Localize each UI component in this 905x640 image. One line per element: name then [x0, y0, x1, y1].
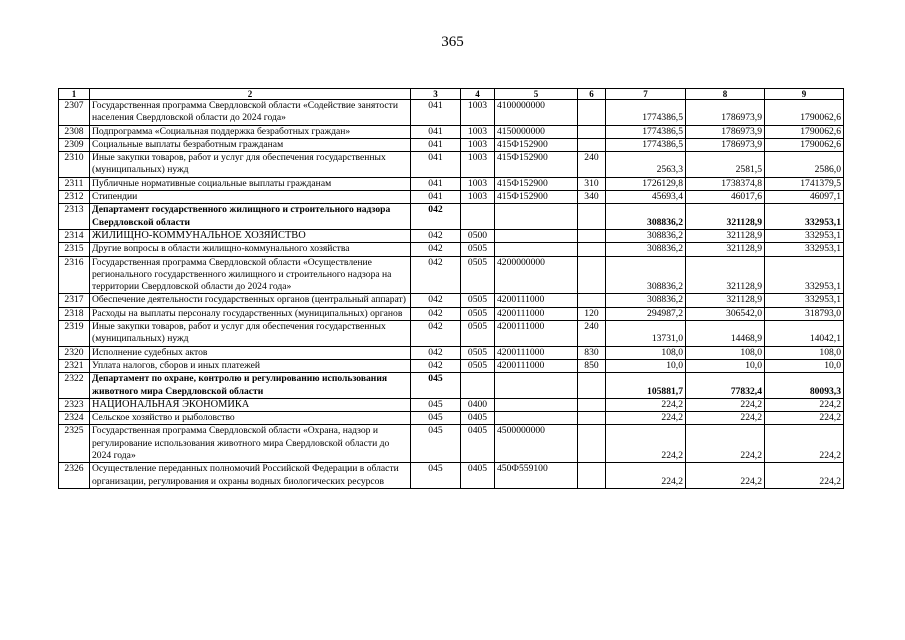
row-number: 2317	[59, 294, 90, 307]
expense-type-code	[578, 373, 606, 399]
budget-table	[58, 88, 844, 489]
expense-type-code	[578, 229, 606, 242]
row-number: 2315	[59, 243, 90, 256]
amount-year-2: 1786973,9	[686, 138, 765, 151]
column-header: 7	[606, 89, 686, 100]
amount-year-2: 14468,9	[686, 321, 765, 347]
ministry-code: 042	[411, 229, 461, 242]
column-header: 1	[59, 89, 90, 100]
ministry-code: 042	[411, 204, 461, 230]
amount-year-3: 318793,0	[765, 307, 844, 320]
row-number: 2313	[59, 204, 90, 230]
section-code: 1003	[461, 125, 495, 138]
amount-year-3: 224,2	[765, 425, 844, 463]
row-number: 2325	[59, 425, 90, 463]
row-name: Осуществление переданных полномочий Российской Федерации в области организации, регулирования и охраны водных биологических ресурсов	[90, 463, 411, 489]
section-code: 0505	[461, 243, 495, 256]
target-article-code: 4200111000	[495, 307, 578, 320]
section-code: 0405	[461, 463, 495, 489]
expense-type-code	[578, 243, 606, 256]
amount-year-3: 1790062,6	[765, 125, 844, 138]
amount-year-3: 332953,1	[765, 294, 844, 307]
amount-year-1: 1726129,8	[606, 177, 686, 190]
expense-type-code	[578, 256, 606, 294]
amount-year-1: 13731,0	[606, 321, 686, 347]
row-number: 2312	[59, 191, 90, 204]
section-code: 0405	[461, 412, 495, 425]
amount-year-1: 308836,2	[606, 229, 686, 242]
expense-type-code	[578, 294, 606, 307]
expense-type-code: 240	[578, 321, 606, 347]
amount-year-3: 332953,1	[765, 229, 844, 242]
expense-type-code: 240	[578, 152, 606, 178]
row-number: 2316	[59, 256, 90, 294]
row-number: 2321	[59, 359, 90, 372]
section-code: 0505	[461, 307, 495, 320]
target-article-code: 415Ф152900	[495, 138, 578, 151]
amount-year-2: 321128,9	[686, 294, 765, 307]
amount-year-3: 1741379,5	[765, 177, 844, 190]
amount-year-2: 224,2	[686, 412, 765, 425]
target-article-code: 4200111000	[495, 359, 578, 372]
amount-year-3: 10,0	[765, 359, 844, 372]
table-row	[59, 100, 844, 126]
amount-year-2: 77832,4	[686, 373, 765, 399]
ministry-code: 045	[411, 463, 461, 489]
amount-year-3: 224,2	[765, 398, 844, 411]
row-number: 2320	[59, 346, 90, 359]
column-header: 2	[90, 89, 411, 100]
table-header-row	[59, 89, 844, 100]
amount-year-2: 224,2	[686, 463, 765, 489]
expense-type-code	[578, 138, 606, 151]
row-name: Стипендии	[90, 191, 411, 204]
table-row	[59, 191, 844, 204]
amount-year-2: 224,2	[686, 398, 765, 411]
target-article-code	[495, 412, 578, 425]
target-article-code	[495, 398, 578, 411]
page-number: 365	[441, 34, 464, 50]
table-row	[59, 243, 844, 256]
row-number: 2326	[59, 463, 90, 489]
amount-year-1: 108,0	[606, 346, 686, 359]
target-article-code: 450Ф559100	[495, 463, 578, 489]
column-header: 9	[765, 89, 844, 100]
row-name: Подпрограмма «Социальная поддержка безработных граждан»	[90, 125, 411, 138]
ministry-code: 042	[411, 346, 461, 359]
amount-year-3: 2586,0	[765, 152, 844, 178]
target-article-code	[495, 373, 578, 399]
row-number: 2319	[59, 321, 90, 347]
amount-year-2: 321128,9	[686, 243, 765, 256]
expense-type-code: 830	[578, 346, 606, 359]
amount-year-3: 1790062,6	[765, 100, 844, 126]
amount-year-3: 224,2	[765, 412, 844, 425]
row-name: Департамент государственного жилищного и строительного надзора Свердловской области	[90, 204, 411, 230]
target-article-code: 415Ф152900	[495, 152, 578, 178]
amount-year-2: 1786973,9	[686, 125, 765, 138]
section-code: 0500	[461, 229, 495, 242]
table-row	[59, 152, 844, 178]
amount-year-2: 321128,9	[686, 204, 765, 230]
section-code: 0505	[461, 359, 495, 372]
section-code: 0505	[461, 321, 495, 347]
expense-type-code: 310	[578, 177, 606, 190]
expense-type-code	[578, 463, 606, 489]
target-article-code: 4500000000	[495, 425, 578, 463]
amount-year-1: 1774386,5	[606, 125, 686, 138]
amount-year-1: 308836,2	[606, 256, 686, 294]
row-name: Другие вопросы в области жилищно-коммунального хозяйства	[90, 243, 411, 256]
amount-year-1: 10,0	[606, 359, 686, 372]
table-row	[59, 359, 844, 372]
amount-year-3: 1790062,6	[765, 138, 844, 151]
amount-year-1: 308836,2	[606, 294, 686, 307]
table-row	[59, 204, 844, 230]
expense-type-code	[578, 425, 606, 463]
row-name: Сельское хозяйство и рыболовство	[90, 412, 411, 425]
target-article-code: 4200111000	[495, 294, 578, 307]
ministry-code: 042	[411, 321, 461, 347]
amount-year-3: 332953,1	[765, 204, 844, 230]
target-article-code: 4200000000	[495, 256, 578, 294]
amount-year-2: 1738374,8	[686, 177, 765, 190]
amount-year-3: 14042,1	[765, 321, 844, 347]
amount-year-2: 224,2	[686, 425, 765, 463]
ministry-code: 042	[411, 256, 461, 294]
section-code: 0505	[461, 346, 495, 359]
column-header: 6	[578, 89, 606, 100]
ministry-code: 045	[411, 373, 461, 399]
ministry-code: 041	[411, 152, 461, 178]
target-article-code	[495, 243, 578, 256]
expense-type-code: 850	[578, 359, 606, 372]
ministry-code: 045	[411, 412, 461, 425]
row-number: 2308	[59, 125, 90, 138]
row-number: 2310	[59, 152, 90, 178]
amount-year-1: 45693,4	[606, 191, 686, 204]
row-name: Обеспечение деятельности государственных органов (центральный аппарат)	[90, 294, 411, 307]
table-row	[59, 425, 844, 463]
ministry-code: 042	[411, 307, 461, 320]
expense-type-code: 120	[578, 307, 606, 320]
table-row	[59, 463, 844, 489]
amount-year-1: 224,2	[606, 398, 686, 411]
amount-year-3: 332953,1	[765, 256, 844, 294]
ministry-code: 042	[411, 243, 461, 256]
amount-year-2: 321128,9	[686, 256, 765, 294]
amount-year-3: 80093,3	[765, 373, 844, 399]
row-number: 2318	[59, 307, 90, 320]
row-name: Уплата налогов, сборов и иных платежей	[90, 359, 411, 372]
amount-year-2: 321128,9	[686, 229, 765, 242]
target-article-code: 415Ф152900	[495, 191, 578, 204]
expense-type-code	[578, 100, 606, 126]
amount-year-2: 10,0	[686, 359, 765, 372]
ministry-code: 042	[411, 294, 461, 307]
amount-year-3: 224,2	[765, 463, 844, 489]
amount-year-1: 308836,2	[606, 243, 686, 256]
expense-type-code	[578, 398, 606, 411]
table-row	[59, 229, 844, 242]
amount-year-1: 2563,3	[606, 152, 686, 178]
row-name: Иные закупки товаров, работ и услуг для обеспечения государственных (муниципальных) нужд	[90, 152, 411, 178]
row-number: 2309	[59, 138, 90, 151]
row-number: 2323	[59, 398, 90, 411]
amount-year-2: 46017,6	[686, 191, 765, 204]
amount-year-1: 308836,2	[606, 204, 686, 230]
section-code: 0405	[461, 425, 495, 463]
target-article-code: 415Ф152900	[495, 177, 578, 190]
amount-year-2: 306542,0	[686, 307, 765, 320]
amount-year-2: 2581,5	[686, 152, 765, 178]
column-header: 3	[411, 89, 461, 100]
row-name: Государственная программа Свердловской области «Содействие занятости населения Свердловской области до 2024 года»	[90, 100, 411, 126]
amount-year-1: 105881,7	[606, 373, 686, 399]
row-number: 2307	[59, 100, 90, 126]
table-row	[59, 177, 844, 190]
column-header: 5	[495, 89, 578, 100]
row-name: Расходы на выплаты персоналу государственных (муниципальных) органов	[90, 307, 411, 320]
row-name: Иные закупки товаров, работ и услуг для обеспечения государственных (муниципальных) нужд	[90, 321, 411, 347]
expense-type-code	[578, 125, 606, 138]
table-row	[59, 125, 844, 138]
target-article-code: 4200111000	[495, 346, 578, 359]
row-name: Публичные нормативные социальные выплаты гражданам	[90, 177, 411, 190]
target-article-code: 4150000000	[495, 125, 578, 138]
section-code: 1003	[461, 138, 495, 151]
amount-year-1: 1774386,5	[606, 138, 686, 151]
row-name: ЖИЛИЩНО-КОММУНАЛЬНОЕ ХОЗЯЙСТВО	[90, 229, 411, 242]
amount-year-3: 332953,1	[765, 243, 844, 256]
section-code: 0505	[461, 294, 495, 307]
ministry-code: 041	[411, 177, 461, 190]
table-row	[59, 256, 844, 294]
row-number: 2311	[59, 177, 90, 190]
row-number: 2324	[59, 412, 90, 425]
table-row	[59, 321, 844, 347]
table-row	[59, 373, 844, 399]
ministry-code: 041	[411, 125, 461, 138]
target-article-code	[495, 229, 578, 242]
table-row	[59, 138, 844, 151]
amount-year-1: 224,2	[606, 412, 686, 425]
expense-type-code	[578, 412, 606, 425]
row-number: 2314	[59, 229, 90, 242]
ministry-code: 041	[411, 138, 461, 151]
section-code	[461, 373, 495, 399]
amount-year-2: 1786973,9	[686, 100, 765, 126]
target-article-code: 4200111000	[495, 321, 578, 347]
amount-year-1: 224,2	[606, 463, 686, 489]
section-code	[461, 204, 495, 230]
ministry-code: 045	[411, 398, 461, 411]
column-header: 8	[686, 89, 765, 100]
row-name: Государственная программа Свердловской области «Охрана, надзор и регулирование использования животного мира Свердловской области до 2024 года»	[90, 425, 411, 463]
table-row	[59, 307, 844, 320]
row-name: НАЦИОНАЛЬНАЯ ЭКОНОМИКА	[90, 398, 411, 411]
column-header: 4	[461, 89, 495, 100]
section-code: 1003	[461, 177, 495, 190]
section-code: 1003	[461, 100, 495, 126]
table-row	[59, 412, 844, 425]
section-code: 1003	[461, 191, 495, 204]
row-number: 2322	[59, 373, 90, 399]
expense-type-code	[578, 204, 606, 230]
amount-year-2: 108,0	[686, 346, 765, 359]
row-name: Социальные выплаты безработным гражданам	[90, 138, 411, 151]
amount-year-1: 1774386,5	[606, 100, 686, 126]
target-article-code	[495, 204, 578, 230]
table-row	[59, 398, 844, 411]
ministry-code: 041	[411, 100, 461, 126]
table-row	[59, 294, 844, 307]
target-article-code: 4100000000	[495, 100, 578, 126]
row-name: Исполнение судебных актов	[90, 346, 411, 359]
table-row	[59, 346, 844, 359]
section-code: 1003	[461, 152, 495, 178]
amount-year-3: 108,0	[765, 346, 844, 359]
section-code: 0400	[461, 398, 495, 411]
ministry-code: 042	[411, 359, 461, 372]
amount-year-1: 294987,2	[606, 307, 686, 320]
ministry-code: 045	[411, 425, 461, 463]
amount-year-3: 46097,1	[765, 191, 844, 204]
ministry-code: 041	[411, 191, 461, 204]
expense-type-code: 340	[578, 191, 606, 204]
section-code: 0505	[461, 256, 495, 294]
amount-year-1: 224,2	[606, 425, 686, 463]
row-name: Государственная программа Свердловской области «Осуществление регионального государственного жилищного и строительного надзора на территории Свердловской области до 2024 года»	[90, 256, 411, 294]
row-name: Департамент по охране, контролю и регулированию использования животного мира Свердловской области	[90, 373, 411, 399]
